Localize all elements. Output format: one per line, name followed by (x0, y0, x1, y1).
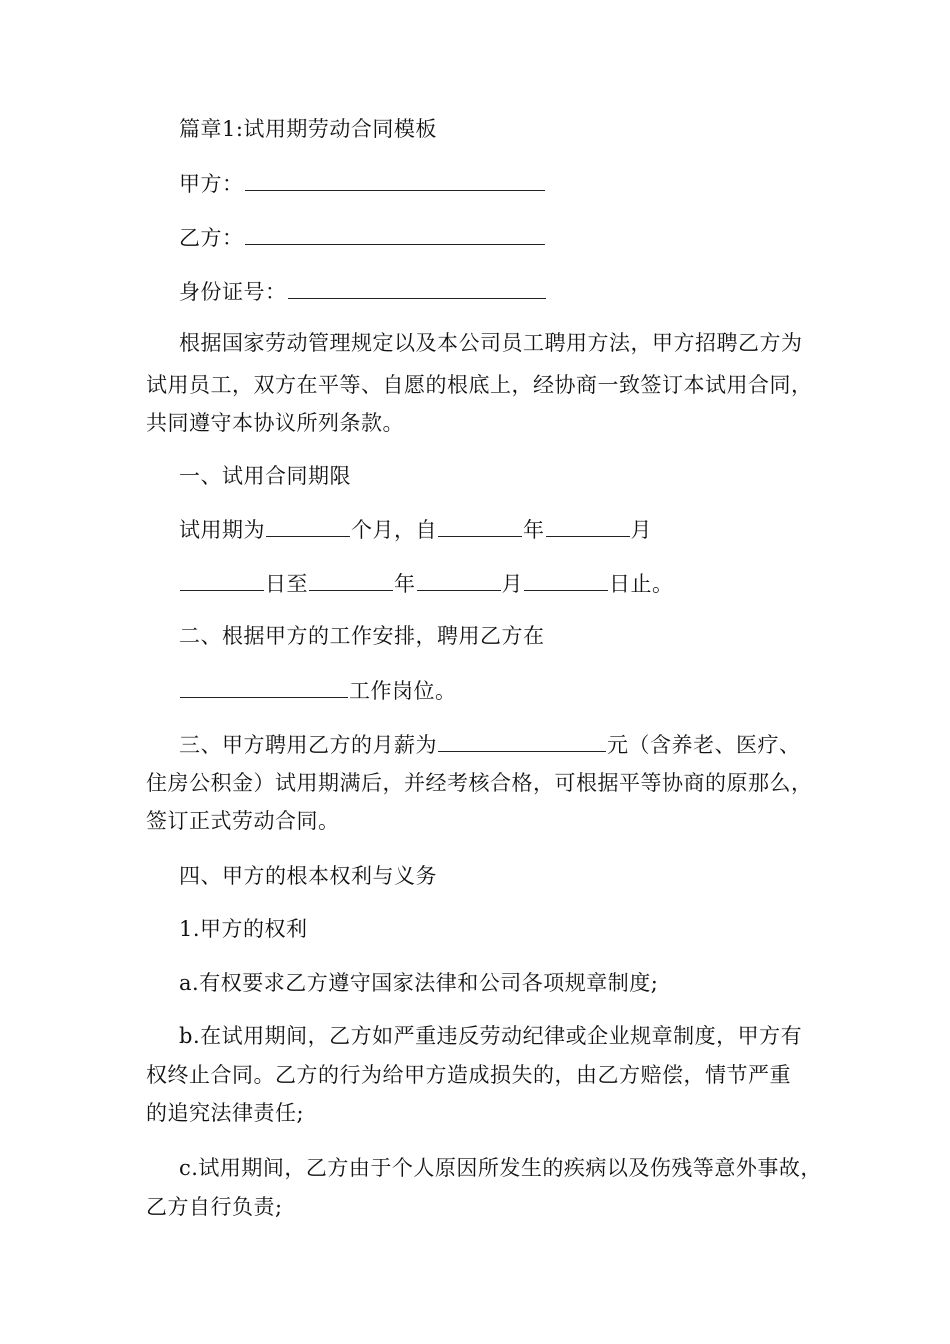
salary-label: 三、甲方聘用乙方的月薪为 (179, 733, 437, 757)
salary-blank (438, 729, 606, 752)
document-title: 篇章1:试用期劳动合同模板 (179, 117, 437, 141)
party-a-field (179, 168, 546, 199)
position-blank (180, 675, 348, 698)
id-number-field (179, 276, 547, 307)
section-2-line-1: 二、根据甲方的工作安排，聘用乙方在 (179, 624, 545, 648)
months-blank (266, 514, 350, 537)
party-b-field (179, 222, 546, 253)
intro-line-2: 试用员工，双方在平等、自愿的根底上，经协商一致签订本试用合同， (146, 373, 813, 397)
section-4-heading: 四、甲方的根本权利与义务 (179, 864, 437, 888)
end-year-label: 年 (394, 572, 416, 596)
probation-period-label: 试用期为 (179, 518, 265, 542)
party-a-label: 甲方： (179, 172, 244, 196)
year-label: 年 (523, 518, 545, 542)
item-b-line-3: 的追究法律责任; (146, 1101, 305, 1125)
item-c-line-1: c.试用期间，乙方由于个人原因所发生的疾病以及伤残等意外事故， (179, 1156, 822, 1180)
id-number-blank (288, 276, 546, 299)
start-day-blank (180, 568, 264, 591)
item-b-line-1: b.在试用期间，乙方如严重违反劳动纪律或企业规章制度，甲方有 (179, 1024, 803, 1048)
end-year-blank (309, 568, 393, 591)
start-year-blank (438, 514, 522, 537)
end-month-blank (417, 568, 501, 591)
intro-line-1: 根据国家劳动管理规定以及本公司员工聘用方法，甲方招聘乙方为 (179, 331, 803, 355)
subsection-1-heading: 1.甲方的权利 (179, 917, 308, 941)
item-b-line-2: 权终止合同。乙方的行为给甲方造成损失的，由乙方赔偿，情节严重 (146, 1063, 791, 1087)
section-3-line-1 (179, 729, 801, 760)
party-b-label: 乙方： (179, 226, 244, 250)
end-day-blank (524, 568, 608, 591)
section-1-line-2 (179, 568, 674, 599)
id-number-label: 身份证号： (179, 280, 287, 304)
item-a: a.有权要求乙方遵守国家法律和公司各项规章制度; (179, 971, 659, 995)
section-1-line-1 (179, 514, 652, 545)
party-b-blank (245, 222, 545, 245)
intro-line-3: 共同遵守本协议所列条款。 (146, 411, 404, 435)
section-3-line-2: 住房公积金）试用期满后，并经考核合格，可根据平等协商的原那么， (146, 771, 813, 795)
end-day-label: 日止。 (609, 572, 674, 596)
months-from-label: 个月，自 (351, 518, 437, 542)
salary-note: 元（含养老、医疗、 (607, 733, 801, 757)
day-to-label: 日至 (265, 572, 308, 596)
item-c-line-2: 乙方自行负责; (146, 1195, 283, 1219)
start-month-blank (546, 514, 630, 537)
end-month-label: 月 (501, 572, 523, 596)
section-2-line-2 (179, 675, 457, 706)
month-label: 月 (630, 518, 652, 542)
section-1-heading: 一、试用合同期限 (179, 464, 351, 488)
section-3-line-3: 签订正式劳动合同。 (146, 809, 340, 833)
position-label: 工作岗位。 (349, 679, 457, 703)
party-a-blank (245, 168, 545, 191)
